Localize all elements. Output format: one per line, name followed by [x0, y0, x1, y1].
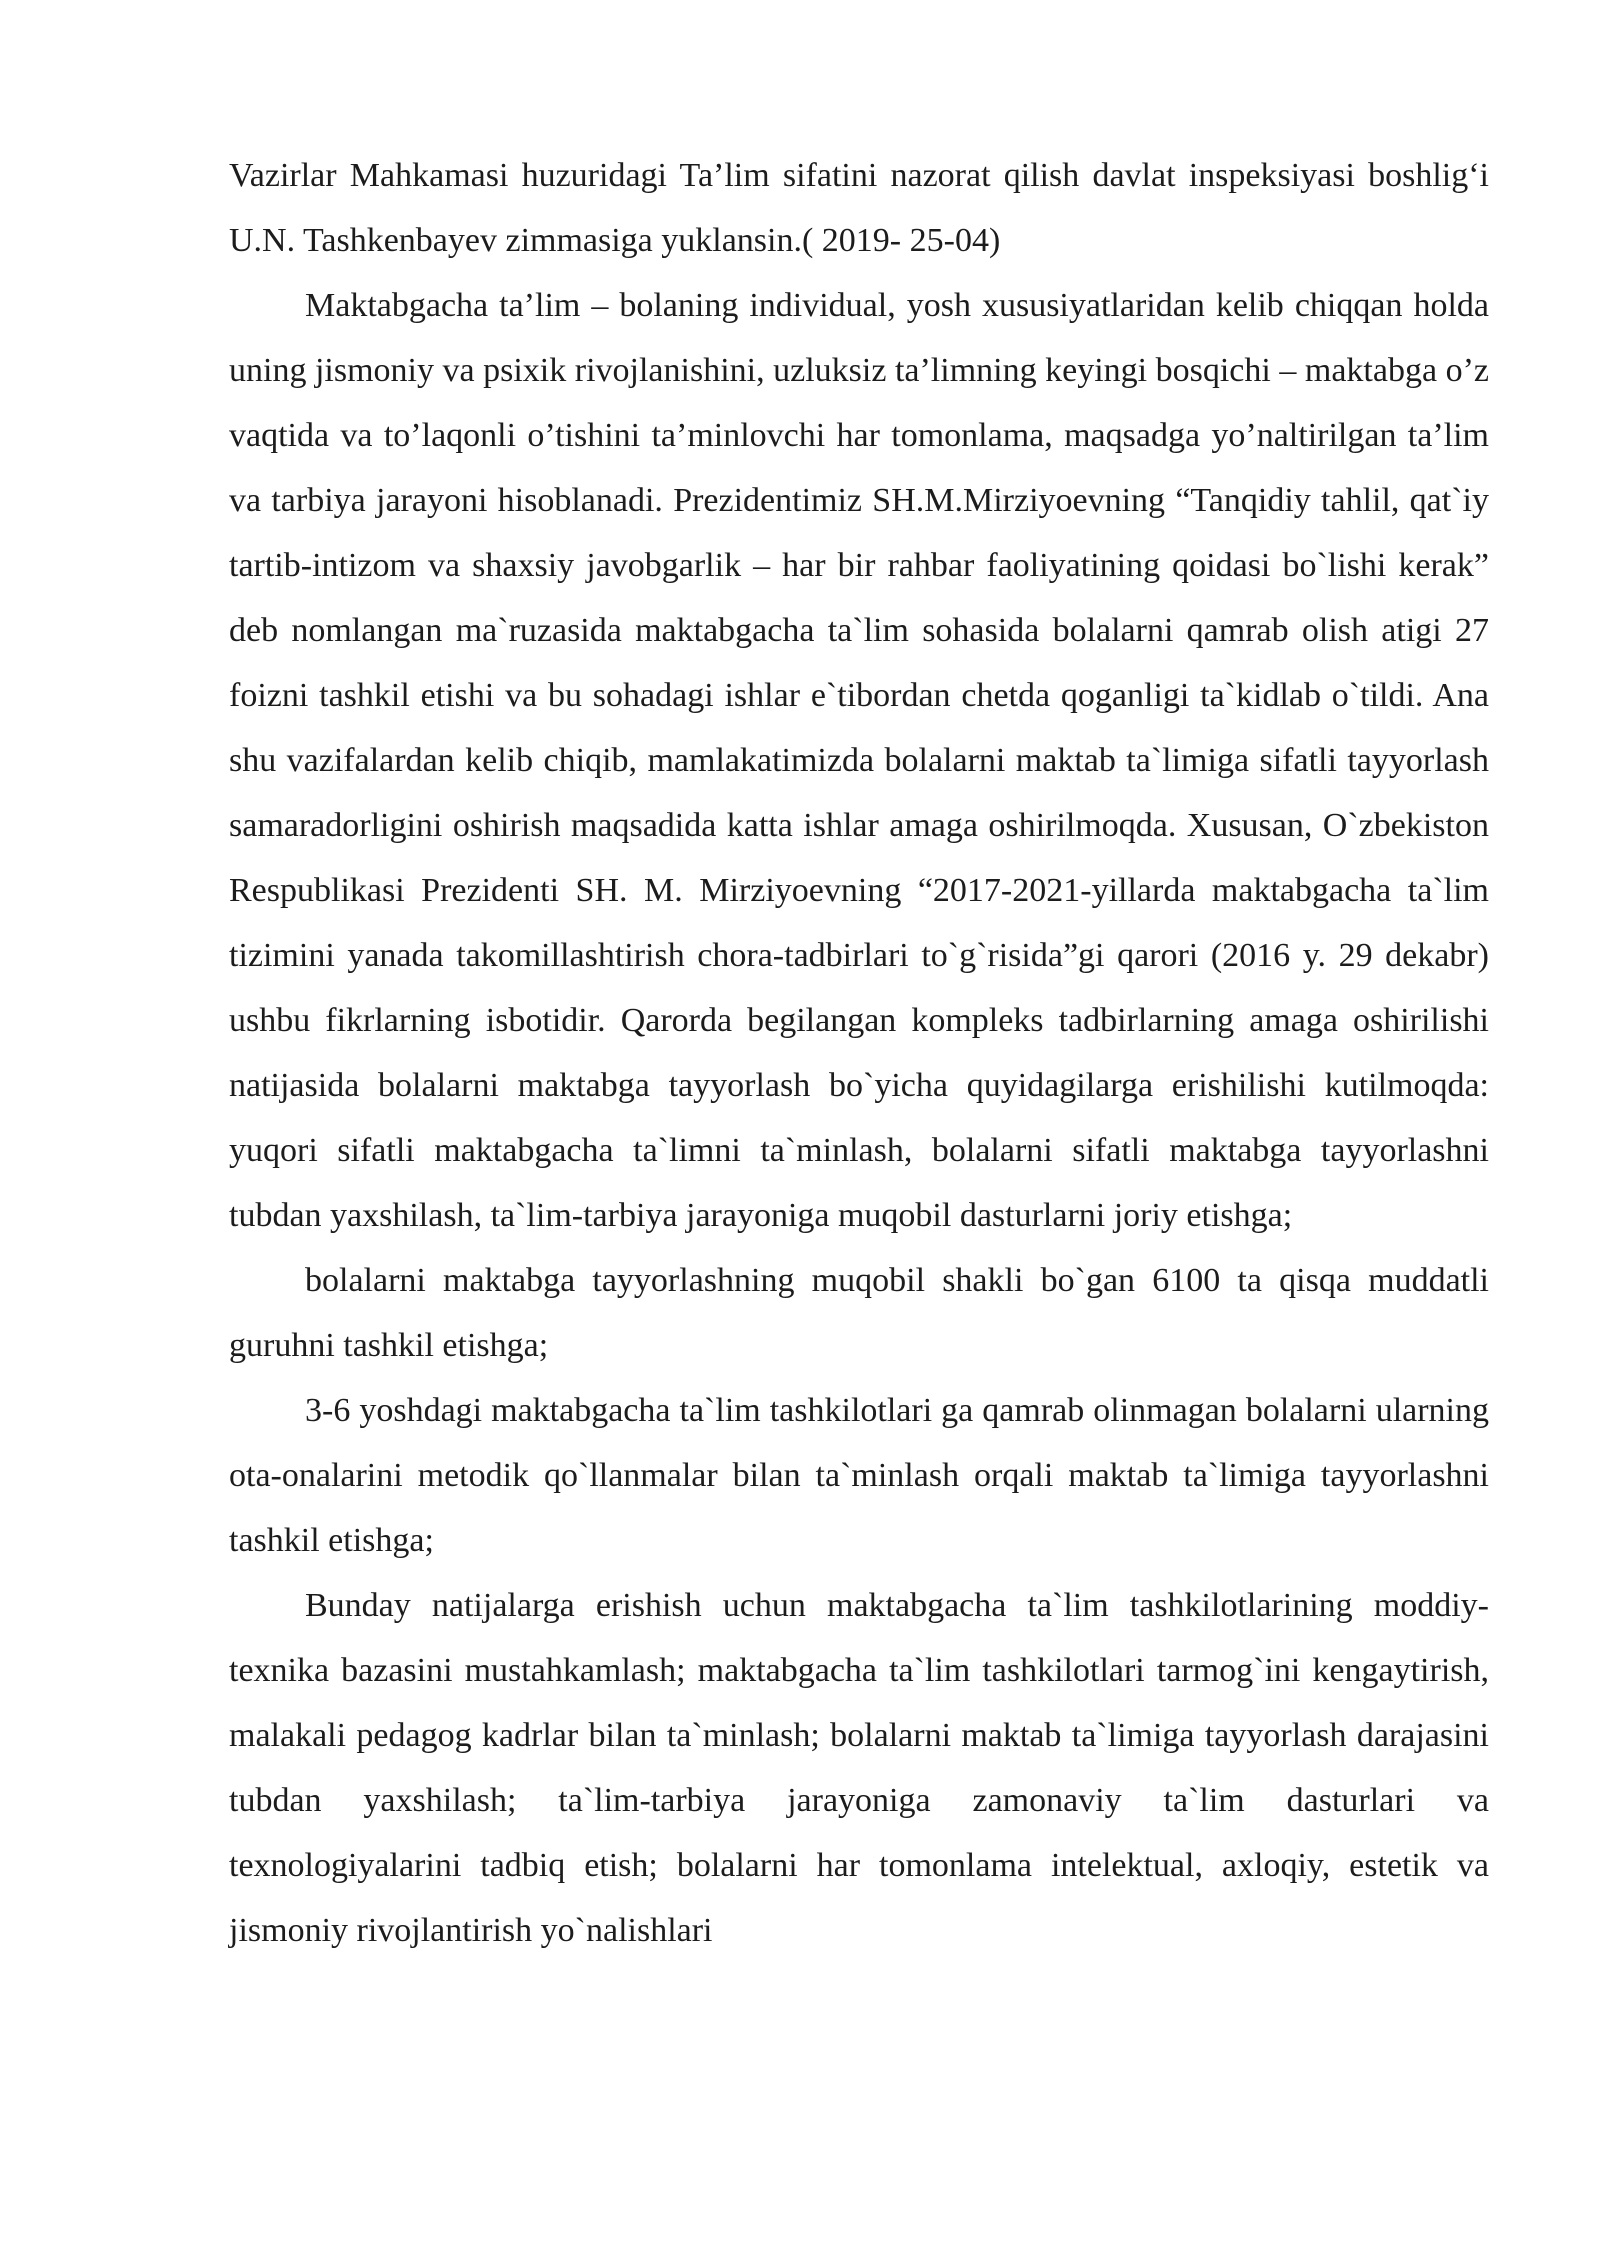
paragraph-2: Maktabgacha ta’lim – bolaning individual, yosh xususiyatlaridan kelib chiqqan holda uning jismoniy va psixik rivojlanishini, uzluksiz ta’limning keyingi bosqichi – maktabga o’z vaqtida va to’laqonli o’tishini ta’minlovchi har tomonlama, maqsadga yo’naltirilgan ta’lim va tarbiya jarayoni hisoblanadi. Prezidentimiz SH.M.Mirziyoevning “Tanqidiy tahlil, qat`iy tartib-intizom va shaxsiy javobgarlik – har bir rahbar faoliyatining qoidasi bo`lishi kerak” deb nomlangan ma`ruzasida maktabgacha ta`lim sohasida bolalarni qamrab olish atigi 27 foizni tashkil etishi va bu sohadagi ishlar e`tibordan chetda qoganligi ta`kidlab o`tildi. Ana shu vazifalardan kelib chiqib, mamlakatimizda bolalarni maktab ta`limiga sifatli tayyorlash samaradorligini oshirish maqsadida katta ishlar amaga oshirilmoqda. Xususan, O`zbekiston Respublikasi Prezidenti SH. M. Mirziyoevning “2017-2021-yillarda maktabgacha ta`lim tizimini yanada takomillashtirish chora-tadbirlari to`g`risida”gi qarori (2016 y. 29 dekabr) ushbu fikrlarning isbotidir. Qarorda begilangan kompleks tadbirlarning amaga oshirilishi natijasida bolalarni maktabga tayyorlash bo`yicha quyidagilarga erishilishi kutilmoqda: yuqori sifatli maktabgacha ta`limni ta`minlash, bolalarni sifatli maktabga tayyorlashni tubdan yaxshilash, ta`lim-tarbiya jarayoniga muqobil dasturlarni joriy etishga;: [229, 287, 1489, 1234]
document-body: [229, 143, 1489, 1963]
paragraph-5: Bunday natijalarga erishish uchun maktabgacha ta`lim tashkilotlarining moddiy-texnika bazasini mustahkamlash; maktabgacha ta`lim tashkilotlari tarmog`ini kengaytirish, malakali pedagog kadrlar bilan ta`minlash; bolalarni maktab ta`limiga tayyorlash darajasini tubdan yaxshilash; ta`lim-tarbiya jarayoniga zamonaviy ta`lim dasturlari va texnologiyalarini tadbiq etish; bolalarni har tomonlama intelektual, axloqiy, estetik va jismoniy rivojlantirish yo`nalishlari: [229, 1587, 1489, 1949]
paragraph-1: Vazirlar Mahkamasi huzuridagi Ta’lim sifatini nazorat qilish davlat inspeksiyasi boshlig‘i U.N. Tashkenbayev zimmasiga yuklansin.( 2019- 25-04): [229, 157, 1489, 259]
paragraph-4: 3-6 yoshdagi maktabgacha ta`lim tashkilotlari ga qamrab olinmagan bolalarni ularning ota-onalarini metodik qo`llanmalar bilan ta`minlash orqali maktab ta`limiga tayyorlashni tashkil etishga;: [229, 1392, 1489, 1559]
paragraph-3: bolalarni maktabga tayyorlashning muqobil shakli bo`gan 6100 ta qisqa muddatli guruhni tashkil etishga;: [229, 1262, 1489, 1364]
